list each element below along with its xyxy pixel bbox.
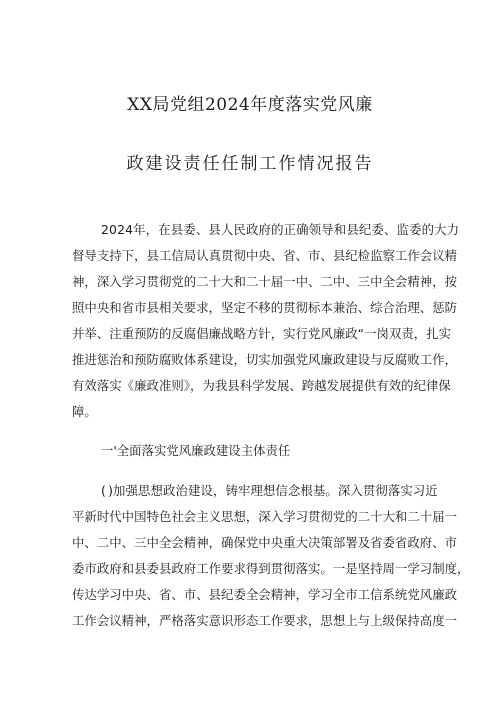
intro-line: 并举、注重预防的反腐倡廉战略方针，实行党风廉政“一岗双责，扎实 xyxy=(72,326,452,341)
section-heading: 一'全面落实党风廉政建设主体责任 xyxy=(101,443,291,458)
intro-line: 照中央和省市县相关要求，坚定不移的贯彻标本兼治、综合治理、惩防 xyxy=(72,300,458,315)
subsection-line: 传达学习中央、省、市、县纪委全会精神，学习全市工信系统党风廉政 xyxy=(72,587,458,602)
document-title-line-1: XX局党组2024年度落实党风廉 xyxy=(127,95,373,115)
intro-line: 有效落实《廉政准则》，为我县科学发展、跨越发展提供有效的纪律保 xyxy=(72,378,451,393)
intro-line: 神，深入学习贯彻党的二十大和二十届一中、二中、三中全会精神，按 xyxy=(72,274,458,289)
intro-line: 推进惩治和预防腐败体系建设，切实加强党风廉政建设与反腐败工作， xyxy=(72,352,458,367)
intro-line: 2024年，在县委、县人民政府的正确领导和县纪委、监委的大力 xyxy=(101,222,460,237)
document-title-line-2: 政建设责任任制工作情况报告 xyxy=(126,154,374,174)
intro-line: 障。 xyxy=(72,404,97,419)
subsection-line: 委市政府和县委县政府工作要求得到贯彻落实。一是坚持周一学习制度， xyxy=(72,561,470,576)
subsection-line: ( )加强思想政治建设，铸牢理想信念根基。深入贯彻落实习近 xyxy=(101,483,438,498)
subsection-line: 中、二中、三中全会精神，确保党中央重大决策部署及省委省政府、市 xyxy=(72,535,458,550)
intro-line: 督导支持下，县工信局认真贯彻中央、省、市、县纪检监察工作会议精 xyxy=(72,248,458,263)
subsection-line: 工作会议精神，严格落实意识形态工作要求，思想上与上级保持高度一 xyxy=(72,613,458,628)
subsection-line: 平新时代中国特色社会主义思想，深入学习贯彻党的二十大和二十届一 xyxy=(72,509,458,524)
